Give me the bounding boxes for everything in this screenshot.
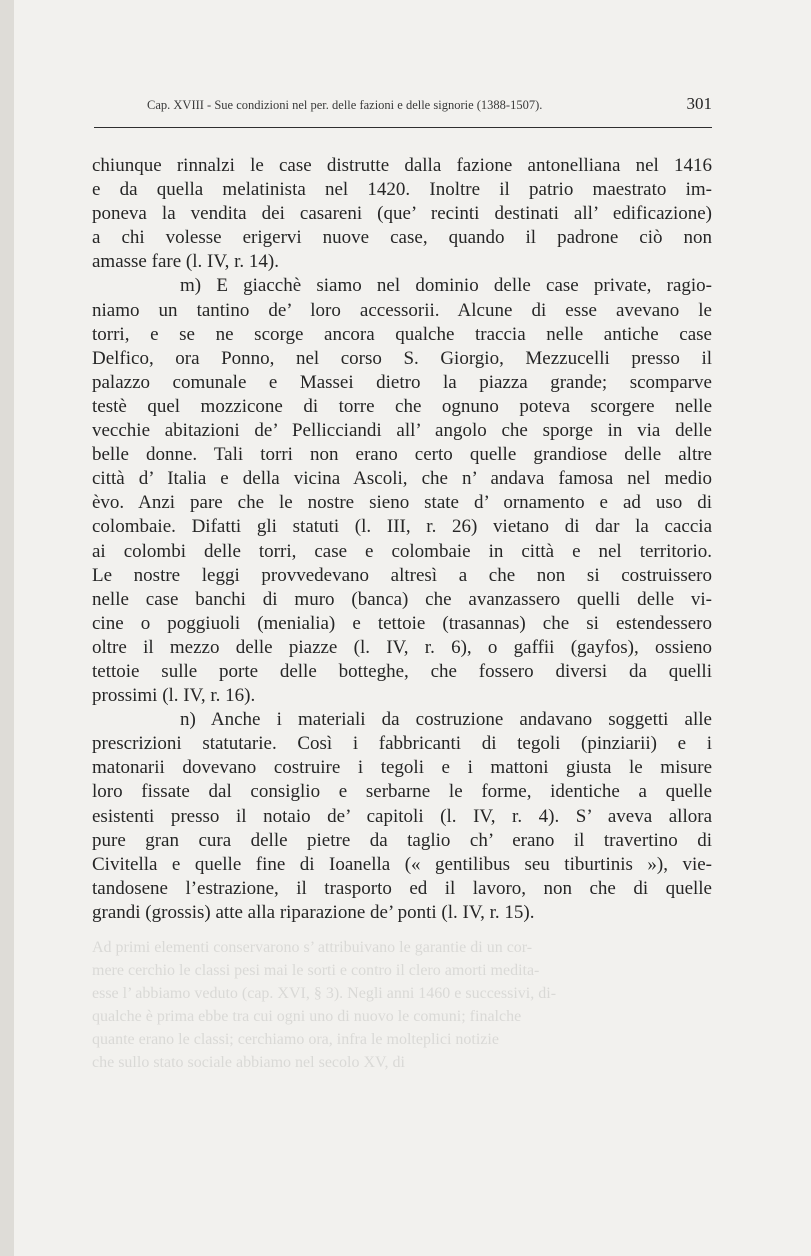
text-line: vecchie abitazioni de’ Pellicciandi all’ angolo che sporge in via delle xyxy=(92,420,712,442)
text-line: èvo. Anzi pare che le nostre sieno state d’ ornamento e ad uso di xyxy=(92,492,712,514)
page-header xyxy=(147,94,712,118)
text-line: n) Anche i materiali da costruzione andavano soggetti alle xyxy=(180,709,712,731)
body-text xyxy=(92,154,712,925)
text-line: pure gran cura delle pietre da taglio ch’ erano il travertino di xyxy=(92,829,712,851)
text-line: amasse fare (l. IV, r. 14). xyxy=(92,251,279,273)
text-line: a chi volesse erigervi nuove case, quando il padrone ciò non xyxy=(92,227,712,249)
text-line: testè quel mozzicone di torre che ognuno poteva scorgere nelle xyxy=(92,395,712,417)
text-line: palazzo comunale e Massei dietro la piazza grande; scomparve xyxy=(92,371,712,393)
text-line: esistenti presso il notaio de’ capitoli (l. IV, r. 4). S’ aveva allora xyxy=(92,805,712,827)
text-line: ai colombi delle torri, case e colombaie in città e nel territorio. xyxy=(92,540,712,562)
text-line: e da quella melatinista nel 1420. Inoltre il patrio maestrato im- xyxy=(92,179,712,201)
text-line: oltre il mezzo delle piazze (l. IV, r. 6), o gaffii (gayfos), ossieno xyxy=(92,636,712,658)
bleed-through-line: quante erano le classi; cerchiamo ora, infra le molteplici notizie xyxy=(92,1031,499,1048)
text-line: prescrizioni statutarie. Così i fabbricanti di tegoli (pinziarii) e i xyxy=(92,733,712,755)
text-line: Le nostre leggi provvedevano altresì a che non si costruissero xyxy=(92,564,712,586)
text-line: colombaie. Difatti gli statuti (l. III, r. 26) vietano di dar la caccia xyxy=(92,516,712,538)
text-line: loro fissate dal consiglio e serbarne le forme, identiche a quelle xyxy=(92,781,712,803)
bleed-through-line: che sullo stato sociale abbiamo nel secolo XV, di xyxy=(92,1054,405,1071)
page-number: 301 xyxy=(686,94,712,113)
text-line: m) E giacchè siamo nel dominio delle case private, ragio- xyxy=(180,275,712,297)
text-line: niamo un tantino de’ loro accessorii. Alcune di esse avevano le xyxy=(92,299,712,321)
page-gutter-shadow xyxy=(0,0,14,1256)
text-line: torri, e se ne scorge ancora qualche traccia nelle antiche case xyxy=(92,323,712,345)
text-line: grandi (grossis) atte alla riparazione de’ ponti (l. IV, r. 15). xyxy=(92,901,535,923)
bleed-through-line: mere cerchio le classi pesi mai le sorti e contro il clero amorti medita- xyxy=(92,962,540,979)
text-line: poneva la vendita dei casareni (que’ recinti destinati all’ edificazione) xyxy=(92,203,712,225)
text-line: nelle case banchi di muro (banca) che avanzassero quelli delle vi- xyxy=(92,588,712,610)
header-rule xyxy=(94,127,712,128)
bleed-through-line: qualche è prima ebbe tra cui ogni uno di nuovo le comuni; finalche xyxy=(92,1008,522,1025)
text-line: tettoie sulle porte delle botteghe, che fossero diversi da quelli xyxy=(92,660,712,682)
text-line: belle donne. Tali torri non erano certo quelle grandiose delle altre xyxy=(92,444,712,466)
running-head: Cap. XVIII - Sue condizioni nel per. delle fazioni e delle signorie (1388-1507). xyxy=(147,98,543,112)
text-line: prossimi (l. IV, r. 16). xyxy=(92,685,256,707)
text-line: matonarii dovevano costruire i tegoli e i mattoni giusta le misure xyxy=(92,757,712,779)
text-line: cine o poggiuoli (menialia) e tettoie (trasannas) che si estendessero xyxy=(92,612,712,634)
text-line: città d’ Italia e della vicina Ascoli, che n’ andava famosa nel medio xyxy=(92,468,712,490)
bleed-through-line: esse l’ abbiamo veduto (cap. XVI, § 3). Negli anni 1460 e successivi, di- xyxy=(92,985,557,1002)
text-line: chiunque rinnalzi le case distrutte dalla fazione antonelliana nel 1416 xyxy=(92,155,712,176)
text-line: Civitella e quelle fine di Ioanella (« gentilibus seu tiburtinis »), vie- xyxy=(92,853,712,875)
bleed-through-line: Ad primi elementi conservarono s’ attribuivano le garantie di un cor- xyxy=(92,939,533,956)
text-line: Delfico, ora Ponno, nel corso S. Giorgio, Mezzucelli presso il xyxy=(92,347,712,369)
text-line: tandosene l’estrazione, il trasporto ed il lavoro, non che di quelle xyxy=(92,877,712,899)
